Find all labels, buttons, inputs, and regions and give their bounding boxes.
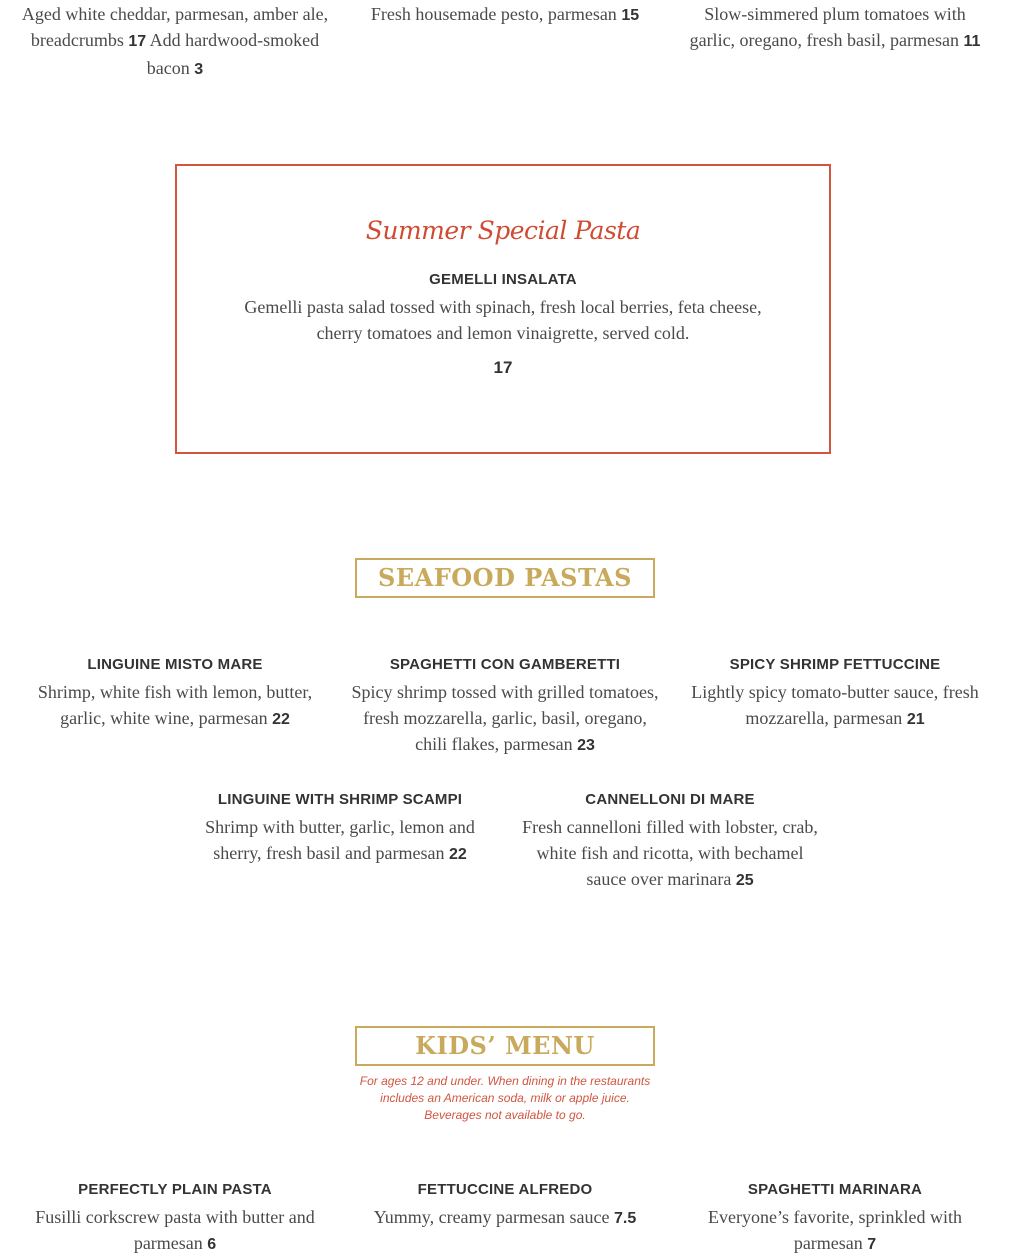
menu-item-tomato-pasta <box>680 1 990 55</box>
item-name: SPICY SHRIMP FETTUCCINE <box>729 656 941 673</box>
item-name: SPAGHETTI MARINARA <box>747 1181 923 1198</box>
item-price: 7.5 <box>614 1210 637 1227</box>
menu-item <box>30 656 320 733</box>
item-desc-text: Slow-simmered plum tomatoes with garlic, oregano, fresh basil, parmesan <box>689 4 966 50</box>
item-name: SPAGHETTI CON GAMBERETTI <box>389 656 621 673</box>
menu-item <box>350 656 660 759</box>
item-description <box>520 814 820 894</box>
seafood-section-heading: SEAFOOD PASTAS <box>355 558 655 598</box>
item-desc-text: Fusilli corkscrew pasta with butter and parmesan <box>35 1207 315 1253</box>
item-name: LINGUINE WITH SHRIMP SCAMPI <box>217 791 463 808</box>
item-addon-price: 3 <box>194 61 204 78</box>
item-description <box>680 1 990 55</box>
item-desc-text: Lightly spicy tomato-butter sauce, fresh mozzarella, parmesan <box>691 682 979 728</box>
item-price: 15 <box>621 7 640 24</box>
item-price: 21 <box>906 711 925 728</box>
item-name: FETTUCCINE ALFREDO <box>417 1181 593 1198</box>
menu-item-pesto-pasta <box>355 1 655 29</box>
item-name: PERFECTLY PLAIN PASTA <box>78 1181 272 1198</box>
item-description <box>30 679 320 733</box>
item-desc-text: Yummy, creamy parmesan sauce <box>373 1207 610 1227</box>
item-name: LINGUINE MISTO MARE <box>87 656 263 673</box>
item-desc-text: Fresh cannelloni filled with lobster, crab, white fish and ricotta, with bechamel sauce over marinara <box>522 817 818 889</box>
item-price: 11 <box>963 33 981 50</box>
item-description <box>350 679 660 759</box>
menu-item <box>355 1181 655 1232</box>
item-price: 6 <box>207 1236 217 1253</box>
special-item-description: Gemelli pasta salad tossed with spinach, fresh local berries, feta cheese, cherry tomatoes and lemon vinaigrette, served cold. <box>244 297 762 343</box>
item-desc-text: Fresh housemade pesto, parmesan <box>370 4 617 24</box>
item-desc-text: Spicy shrimp tossed with grilled tomatoes, fresh mozzarella, garlic, basil, oregano, chili flakes, parmesan <box>351 682 659 754</box>
summer-special-box <box>175 164 831 454</box>
item-price: 7 <box>867 1236 877 1253</box>
item-desc-text: Aged white cheddar, parmesan, amber ale, breadcrumbs <box>21 4 329 50</box>
item-description <box>690 1204 980 1258</box>
kids-section-heading: KIDS’ MENU <box>355 1026 655 1066</box>
special-title: Summer Special Pasta <box>365 216 641 245</box>
menu-item <box>200 791 480 868</box>
item-description <box>355 1 655 29</box>
menu-item <box>680 656 990 733</box>
item-desc-text: Everyone’s favorite, sprinkled with parmesan <box>708 1207 962 1253</box>
special-item-price: 17 <box>493 358 513 377</box>
item-price: 25 <box>735 872 754 889</box>
item-price: 17 <box>128 33 147 50</box>
item-description <box>30 1204 320 1258</box>
item-desc-text: Shrimp with butter, garlic, lemon and sherry, fresh basil and parmesan <box>205 817 475 863</box>
kids-menu-note: For ages 12 and under. When dining in the restaurants includes an American soda, milk or apple juice. Beverages not available to go. <box>359 1074 651 1122</box>
item-description <box>200 814 480 868</box>
item-addon-text: Add hardwood-smoked bacon <box>146 30 320 78</box>
special-item-name: GEMELLI INSALATA <box>429 271 577 288</box>
menu-item <box>30 1181 320 1258</box>
item-name: CANNELLONI DI MARE <box>585 791 755 808</box>
menu-item-cheddar-pasta <box>20 1 330 83</box>
item-description <box>680 679 990 733</box>
item-description <box>20 1 330 83</box>
item-price: 23 <box>577 737 595 754</box>
item-desc-text: Shrimp, white fish with lemon, butter, garlic, white wine, parmesan <box>37 682 313 728</box>
item-price: 22 <box>272 711 290 728</box>
item-price: 22 <box>448 846 467 863</box>
menu-item <box>520 791 820 894</box>
menu-item <box>690 1181 980 1258</box>
item-description <box>355 1204 655 1232</box>
